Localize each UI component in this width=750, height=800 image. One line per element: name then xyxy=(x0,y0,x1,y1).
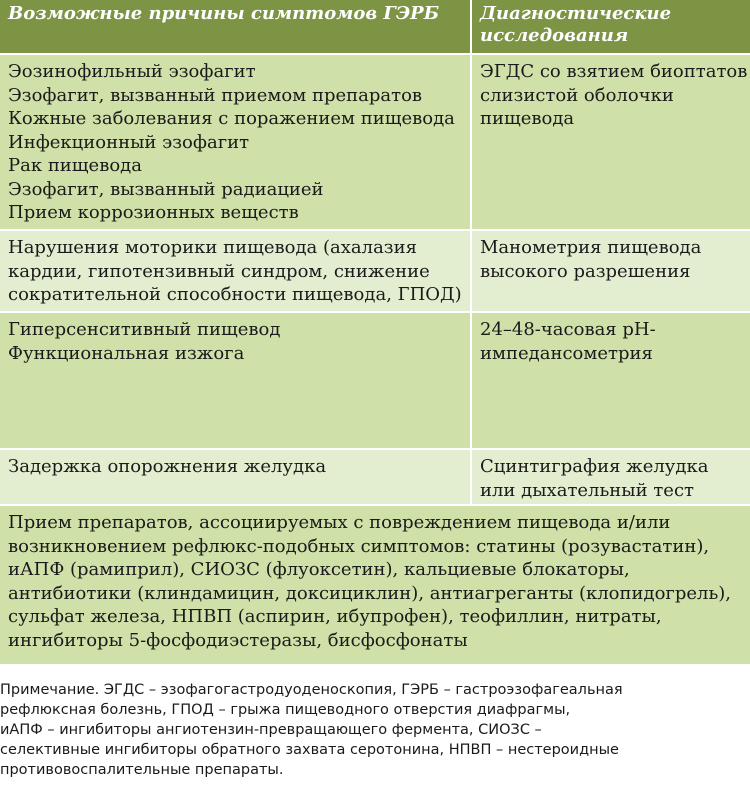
cause-line: сократительной способности пищевода, ГПОД) xyxy=(8,284,462,305)
footer-line: возникновением рефлюкс-подобных симптомов: статины (розувастатин), xyxy=(8,535,710,557)
test-line: 24–48-часовая pH- xyxy=(480,319,656,340)
test-line: импедансометрия xyxy=(480,342,653,364)
header-causes: Возможные причины симптомов ГЭРБ xyxy=(0,0,472,53)
test-line: слизистой оболочки xyxy=(480,84,674,106)
test-line: ЭГДС со взятием биоптатов xyxy=(480,61,748,82)
table-row xyxy=(0,450,750,506)
table-row xyxy=(0,55,750,231)
cause-line: Гиперсенситивный пищевод xyxy=(8,319,281,340)
cause-line: Рак пищевода xyxy=(8,155,142,176)
drugs-cell xyxy=(0,506,750,664)
cause-line: кардии, гипотензивный синдром, снижение xyxy=(8,260,430,282)
note-line: иАПФ – ингибиторы ангиотензин-превращающего фермента, СИОЗС – xyxy=(0,722,542,738)
footer-line: антибиотики (клиндамицин, доксициклин), антиагреганты (клопидогрель), xyxy=(8,582,731,604)
tests-cell xyxy=(472,55,750,229)
test-line: или дыхательный тест xyxy=(480,479,694,501)
tests-cell xyxy=(472,450,750,504)
causes-cell xyxy=(0,231,472,311)
note-line: рефлюксная болезнь, ГПОД – грыжа пищеводного отверстия диафрагмы, xyxy=(0,702,571,718)
table-row xyxy=(0,231,750,313)
tests-cell xyxy=(472,231,750,311)
causes-cell xyxy=(0,55,472,229)
cause-line: Эзофагит, вызванный радиацией xyxy=(8,178,324,200)
test-line: пищевода xyxy=(480,108,575,129)
cause-line: Кожные заболевания с поражением пищевода xyxy=(8,108,455,129)
table-footer-row xyxy=(0,506,750,666)
footer-line: сульфат железа, НПВП (аспирин, ибупрофен), теофиллин, нитраты, xyxy=(8,606,662,627)
cause-line: Инфекционный эзофагит xyxy=(8,131,250,153)
footer-line: Прием препаратов, ассоциируемых с повреждением пищевода и/или xyxy=(8,512,671,533)
tests-cell xyxy=(472,313,750,448)
footer-line: ингибиторы 5-фосфодиэстеразы, бисфосфонаты xyxy=(8,629,468,651)
test-line: Манометрия пищевода xyxy=(480,237,702,258)
footer-line: иАПФ (рамиприл), СИОЗС (флуоксетин), кальциевые блокаторы, xyxy=(8,559,630,580)
causes-cell xyxy=(0,450,472,504)
note-line: селективные ингибиторы обратного захвата серотонина, НПВП – нестероидные xyxy=(0,742,619,758)
test-line: Сцинтиграфия желудка xyxy=(480,456,709,477)
cause-line: Задержка опорожнения желудка xyxy=(8,456,327,477)
cause-line: Функциональная изжога xyxy=(8,342,245,364)
table-header xyxy=(0,0,750,55)
table-row xyxy=(0,313,750,450)
cause-line: Эозинофильный эзофагит xyxy=(8,61,256,82)
cause-line: Прием коррозионных веществ xyxy=(8,202,299,223)
test-line: высокого разрешения xyxy=(480,260,691,282)
table-note xyxy=(0,680,750,780)
note-line: противовоспалительные препараты. xyxy=(0,762,284,778)
causes-cell xyxy=(0,313,472,448)
header-tests: Диагностические исследования xyxy=(480,3,672,46)
note-line: Примечание. ЭГДС – эзофагогастродуоденоскопия, ГЭРБ – гастроэзофагеальная xyxy=(0,682,623,698)
cause-line: Нарушения моторики пищевода (ахалазия xyxy=(8,237,417,258)
cause-line: Эзофагит, вызванный приемом препаратов xyxy=(8,84,423,106)
